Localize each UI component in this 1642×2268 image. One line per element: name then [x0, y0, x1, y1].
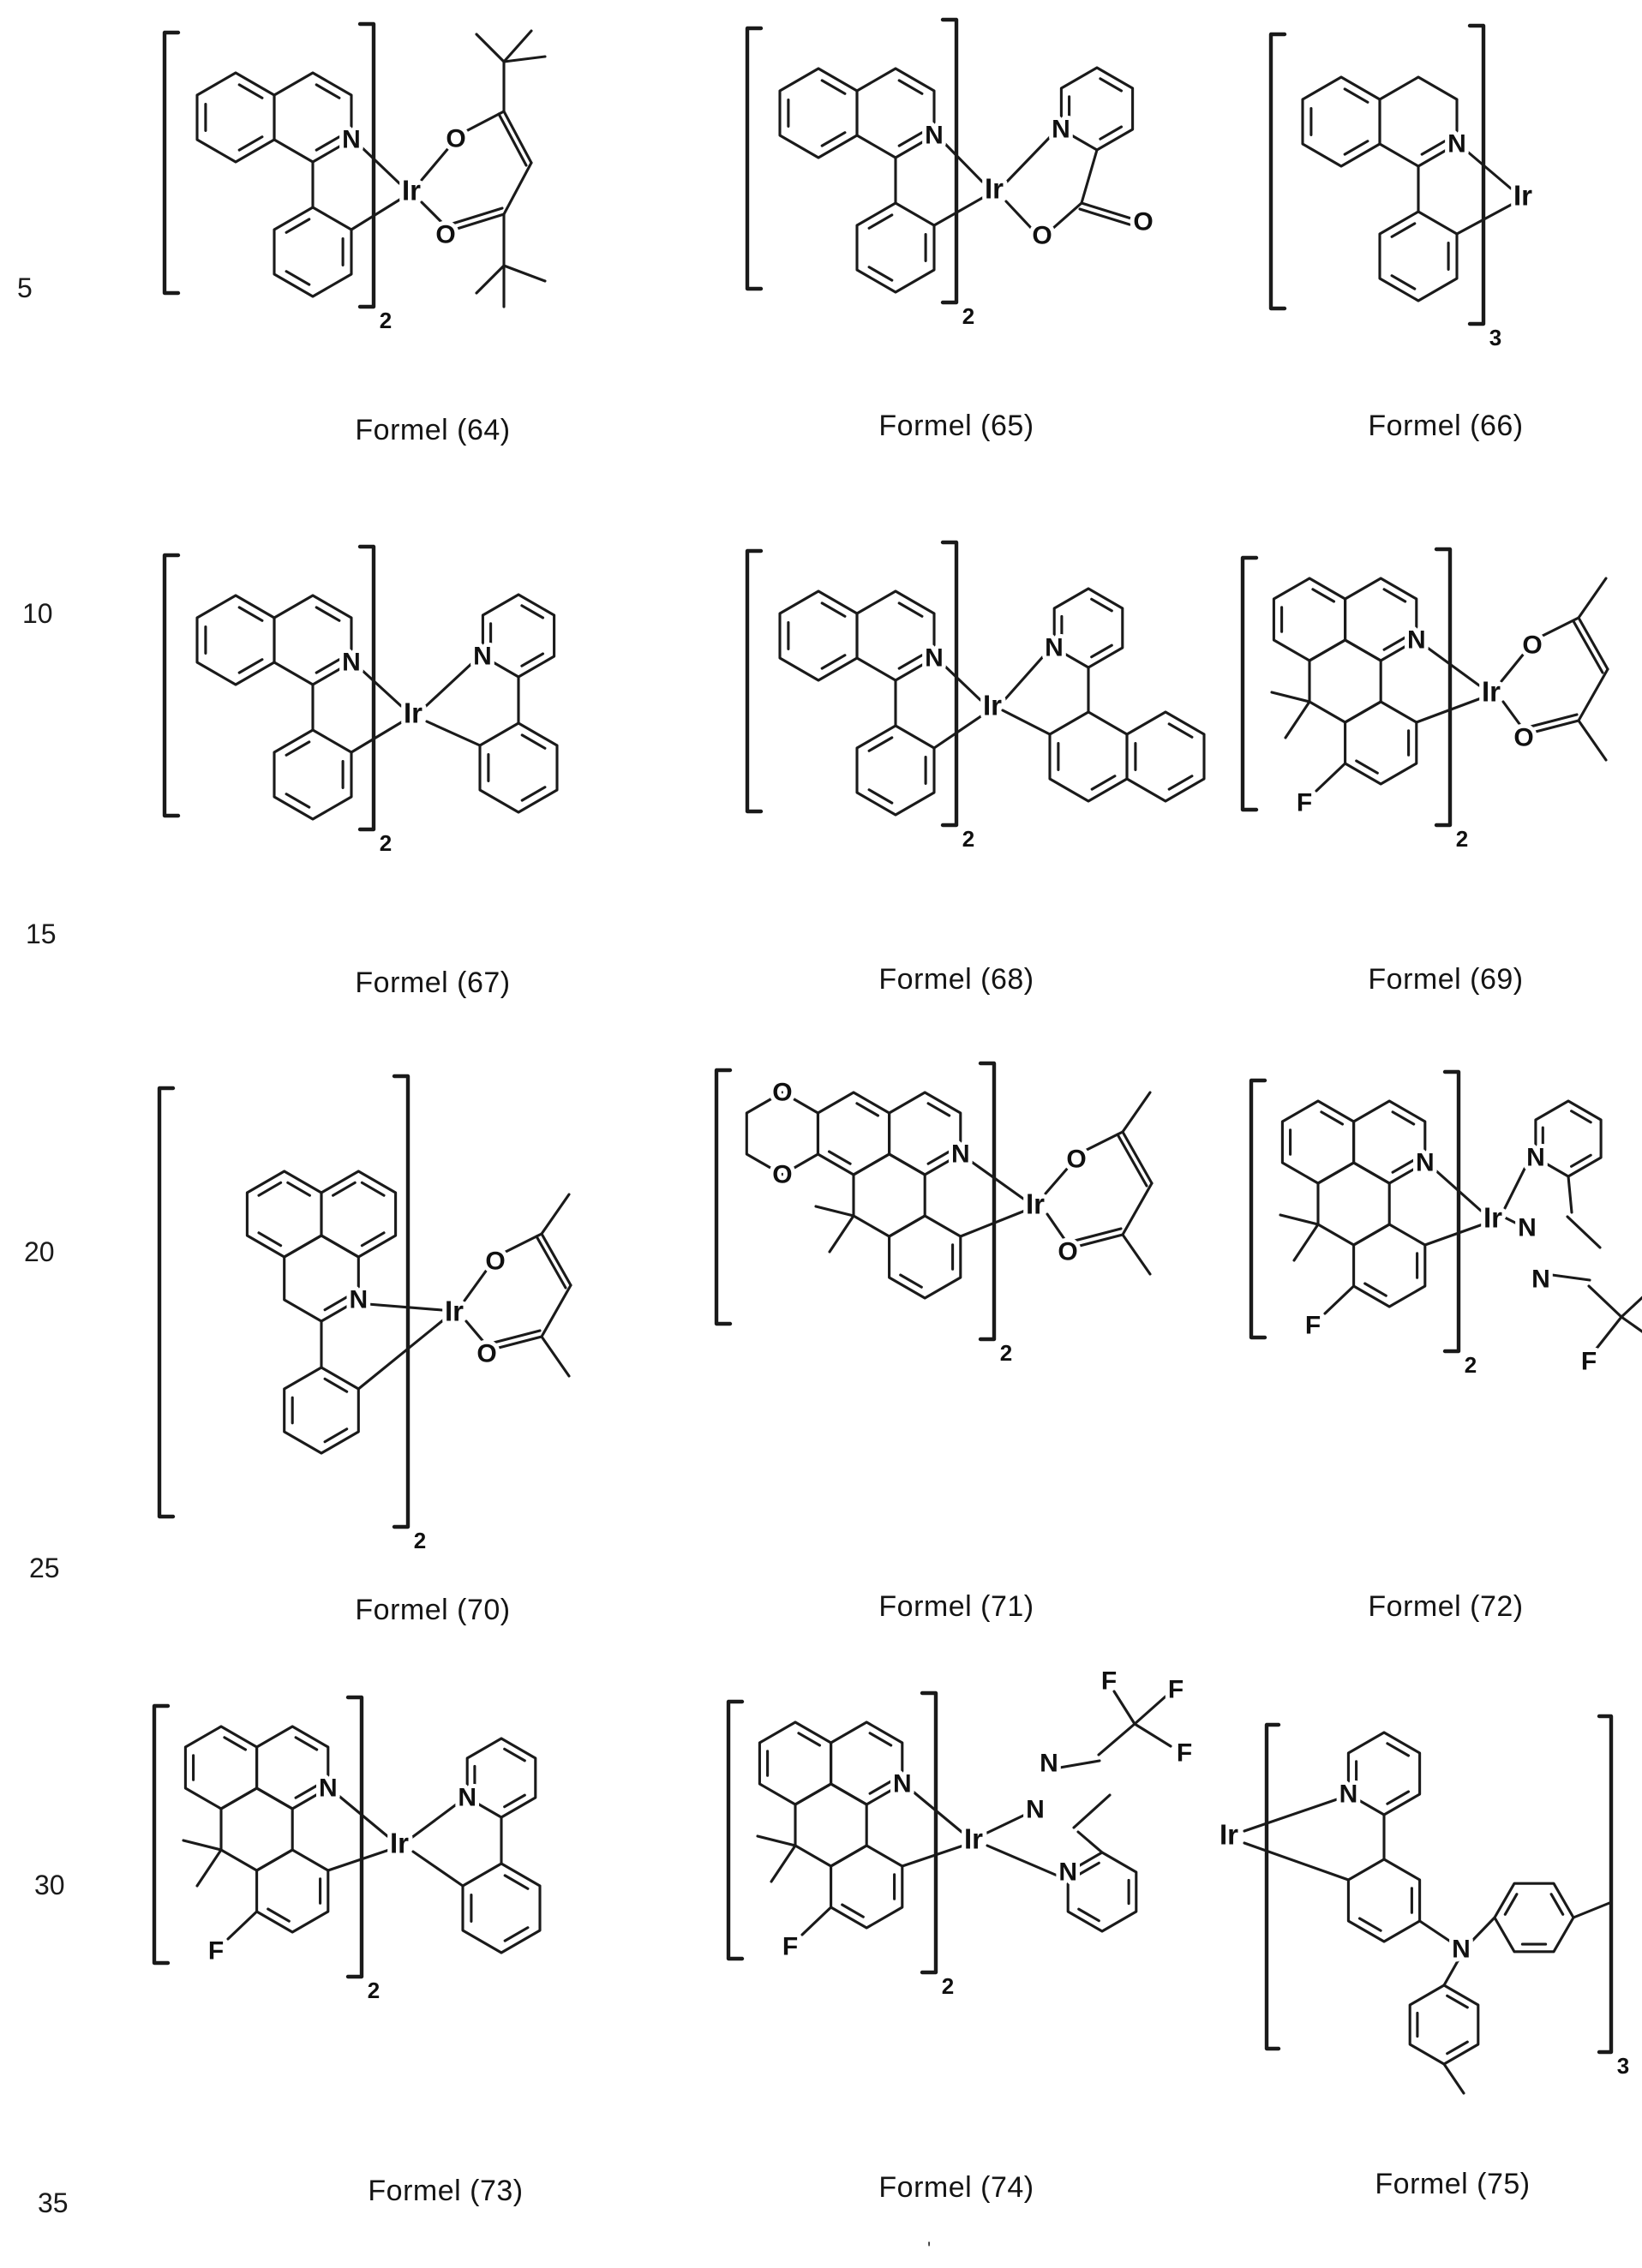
iridium-label: Ir — [984, 172, 1004, 205]
fluorine-label: F — [1167, 1675, 1184, 1704]
fluorine-label: F — [1100, 1671, 1118, 1696]
oxygen-label: O — [1522, 631, 1543, 660]
iridium-label: Ir — [1483, 1201, 1503, 1234]
structure-formel-74 — [686, 1671, 1234, 2159]
iridium-label: Ir — [1025, 1188, 1046, 1220]
nitrogen-label: N — [1406, 625, 1426, 655]
formula-label-66: Formel (66) — [1368, 410, 1524, 442]
nitrogen-label: N — [1452, 1935, 1471, 1964]
nitrogen-label: N — [318, 1774, 338, 1803]
bracket-subscript: 2 — [1455, 826, 1469, 852]
fluorine-label: F — [1296, 788, 1313, 817]
nitrogen-label: N — [925, 643, 944, 673]
oxygen-label: O — [1058, 1237, 1078, 1266]
line-number-5: 5 — [17, 272, 33, 303]
nitrogen-label: N — [1339, 1780, 1358, 1809]
bracket-subscript: 2 — [962, 303, 975, 329]
structure-formel-65 — [686, 4, 1200, 398]
bracket-subscript: 3 — [1616, 2053, 1630, 2079]
bracket-subscript: 2 — [413, 1528, 427, 1553]
formula-label-75: Formel (75) — [1375, 2168, 1531, 2200]
bracket-subscript: 2 — [367, 1978, 381, 2003]
nitrogen-label: N — [925, 121, 944, 150]
iridium-label: Ir — [963, 1822, 984, 1855]
line-number-10: 10 — [22, 598, 53, 629]
nitrogen-label: N — [349, 1285, 369, 1314]
oxygen-label: O — [435, 220, 456, 249]
formula-label-74: Formel (74) — [878, 2171, 1034, 2204]
nitrogen-label: N — [342, 648, 361, 677]
nitrogen-label: N — [1052, 115, 1070, 144]
bracket-subscript: 2 — [379, 308, 393, 333]
oxygen-label: O — [1133, 207, 1154, 236]
structure-formel-72 — [1208, 1050, 1642, 1529]
line-number-25: 25 — [29, 1553, 60, 1583]
nitrogen-label: N — [892, 1769, 912, 1798]
formula-label-69: Formel (69) — [1368, 963, 1524, 996]
bracket-subscript: 2 — [1464, 1352, 1477, 1378]
nitrogen-label: N — [1447, 129, 1466, 159]
line-number-20: 20 — [24, 1236, 55, 1267]
formula-label-71: Formel (71) — [878, 1590, 1034, 1623]
formula-label-72: Formel (72) — [1368, 1590, 1524, 1623]
iridium-label: Ir — [389, 1827, 410, 1859]
nitrogen-label: N — [1531, 1265, 1550, 1294]
nitrogen-label: N — [1518, 1213, 1537, 1242]
oxygen-label: O — [446, 124, 466, 153]
structure-formel-66 — [1213, 9, 1642, 411]
oxygen-label: O — [476, 1339, 497, 1368]
stray-scan-mark: ' — [927, 2238, 932, 2259]
iridium-label: Ir — [1219, 1818, 1239, 1851]
oxygen-label: O — [485, 1247, 506, 1276]
nitrogen-label: N — [1415, 1148, 1435, 1177]
structure-formel-67 — [103, 531, 651, 943]
iridium-label: Ir — [403, 697, 423, 729]
bracket-subscript: 2 — [999, 1340, 1013, 1366]
nitrogen-label: N — [1040, 1749, 1058, 1778]
iridium-label: Ir — [1481, 675, 1501, 708]
nitrogen-label: N — [1026, 1795, 1045, 1824]
structure-formel-64 — [103, 9, 651, 403]
structure-formel-68 — [686, 527, 1217, 938]
nitrogen-label: N — [458, 1783, 477, 1812]
formula-label-68: Formel (68) — [878, 963, 1034, 996]
nitrogen-label: N — [950, 1140, 970, 1169]
formula-label-67: Formel (67) — [355, 966, 511, 999]
oxygen-label: O — [1066, 1145, 1087, 1174]
iridium-label: Ir — [982, 689, 1003, 721]
formula-label-73: Formel (73) — [368, 2175, 524, 2207]
iridium-label: Ir — [401, 174, 422, 206]
structure-formel-70 — [111, 1054, 660, 1559]
bracket-subscript: 2 — [941, 1973, 955, 1999]
fluorine-label: F — [1176, 1738, 1193, 1768]
structure-formel-71 — [686, 1041, 1226, 1469]
formula-label-64: Formel (64) — [355, 414, 511, 446]
structure-formel-69 — [1200, 527, 1642, 938]
iridium-label: Ir — [1513, 179, 1533, 212]
fluorine-label: F — [207, 1936, 225, 1966]
fluorine-label: F — [782, 1932, 799, 1961]
oxygen-label: O — [1032, 221, 1052, 250]
fluorine-label: F — [1304, 1311, 1321, 1340]
bracket-subscript: 3 — [1489, 325, 1502, 350]
formula-label-70: Formel (70) — [355, 1594, 511, 1626]
formula-label-65: Formel (65) — [878, 410, 1034, 442]
line-number-35: 35 — [38, 2187, 69, 2218]
structure-formel-73 — [111, 1675, 660, 2155]
line-number-15: 15 — [26, 919, 57, 949]
bracket-subscript: 2 — [379, 830, 393, 856]
iridium-label: Ir — [444, 1295, 464, 1327]
structure-formel-75 — [1200, 1675, 1642, 2172]
nitrogen-label: N — [1045, 633, 1064, 662]
oxygen-label: O — [772, 1078, 793, 1107]
fluorine-label: F — [1580, 1347, 1597, 1376]
oxygen-label: O — [1513, 723, 1534, 752]
nitrogen-label: N — [1526, 1143, 1545, 1172]
bracket-subscript: 2 — [962, 826, 975, 852]
nitrogen-label: N — [1058, 1858, 1078, 1887]
line-number-30: 30 — [34, 1870, 65, 1900]
oxygen-label: O — [772, 1160, 793, 1189]
nitrogen-label: N — [342, 125, 361, 154]
nitrogen-label: N — [473, 642, 492, 671]
